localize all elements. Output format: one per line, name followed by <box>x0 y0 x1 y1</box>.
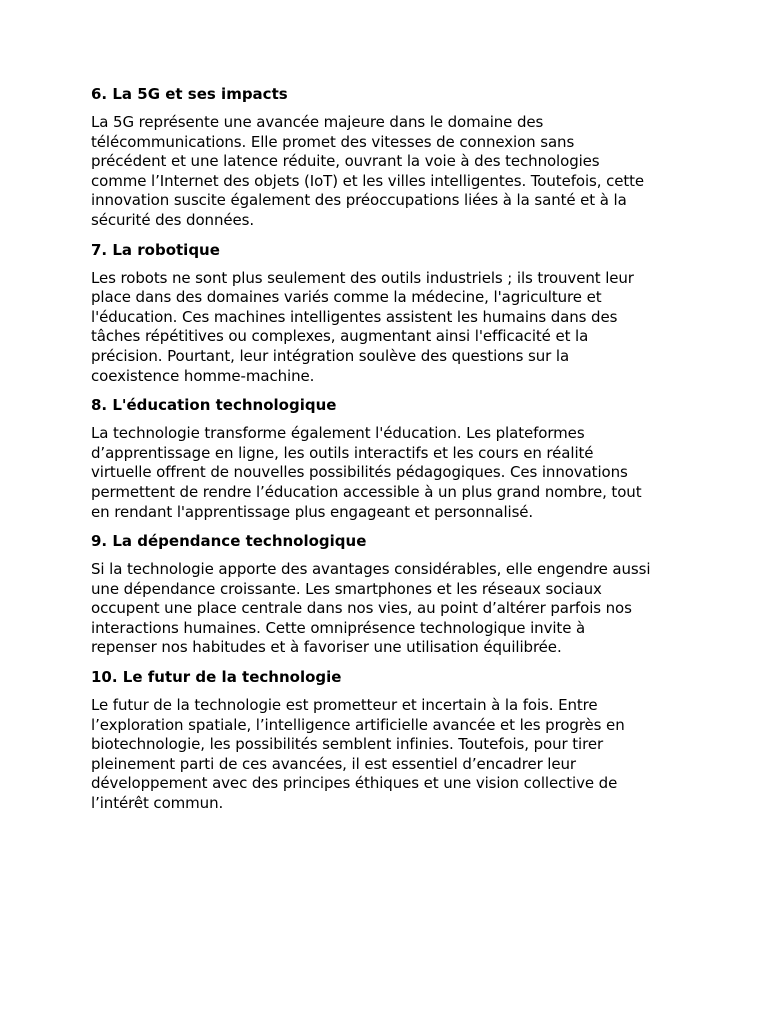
section-paragraph <box>91 113 683 231</box>
text-line: pleinement parti de ces avancées, il est essentiel d’encadrer leur <box>91 754 576 773</box>
text-line: permettent de rendre l’éducation accessible à un plus grand nombre, tout <box>91 482 642 501</box>
text-line: précision. Pourtant, leur intégration soulève des questions sur la <box>91 346 570 365</box>
text-line: La technologie transforme également l'éducation. Les plateformes <box>91 424 585 443</box>
section-paragraph <box>91 696 683 814</box>
section-5g <box>91 84 683 231</box>
section-robotique <box>91 240 683 387</box>
text-line: en rendant l'apprentissage plus engageant et personnalisé. <box>91 502 534 521</box>
text-line: Si la technologie apporte des avantages considérables, elle engendre aussi <box>91 560 651 579</box>
text-line: interactions humaines. Cette omniprésence technologique invite à <box>91 618 586 637</box>
text-line: repenser nos habitudes et à favoriser une utilisation équilibrée. <box>91 638 562 657</box>
text-line: place dans des domaines variés comme la médecine, l'agriculture et <box>91 288 602 307</box>
text-line: télécommunications. Elle promet des vitesses de connexion sans <box>91 132 575 151</box>
text-line: biotechnologie, les possibilités semblent infinies. Toutefois, pour tirer <box>91 735 604 754</box>
text-line: innovation suscite également des préoccupations liées à la santé et à la <box>91 191 627 210</box>
section-heading: 6. La 5G et ses impacts <box>91 85 288 103</box>
text-line: Le futur de la technologie est prometteur et incertain à la fois. Entre <box>91 696 598 715</box>
text-line: développement avec des principes éthiques et une vision collective de <box>91 774 618 793</box>
text-line: précédent et une latence réduite, ouvrant la voie à des technologies <box>91 152 600 171</box>
section-heading: 9. La dépendance technologique <box>91 532 367 551</box>
section-heading: 8. L'éducation technologique <box>91 396 337 415</box>
text-line: l'éducation. Ces machines intelligentes assistent les humains dans des <box>91 307 618 326</box>
document-page <box>91 84 683 823</box>
section-dependance <box>91 531 683 658</box>
section-paragraph <box>91 560 683 658</box>
text-line: l’exploration spatiale, l’intelligence artificielle avancée et les progrès en <box>91 715 625 734</box>
text-line: La 5G représente une avancée majeure dans le domaine des <box>91 113 544 131</box>
text-line: occupent une place centrale dans nos vies, au point d’altérer parfois nos <box>91 599 632 618</box>
section-paragraph <box>91 424 683 522</box>
text-line: coexistence homme-machine. <box>91 366 315 385</box>
section-heading: 10. Le futur de la technologie <box>91 668 342 687</box>
text-line: une dépendance croissante. Les smartphones et les réseaux sociaux <box>91 579 602 598</box>
section-futur <box>91 667 683 814</box>
section-education <box>91 395 683 522</box>
text-line: virtuelle offrent de nouvelles possibilités pédagogiques. Ces innovations <box>91 463 628 482</box>
text-line: d’apprentissage en ligne, les outils interactifs et les cours en réalité <box>91 443 594 462</box>
text-line: Les robots ne sont plus seulement des outils industriels ; ils trouvent leur <box>91 268 634 287</box>
text-line: tâches répétitives ou complexes, augmentant ainsi l'efficacité et la <box>91 327 589 346</box>
section-paragraph <box>91 269 683 387</box>
text-line: comme l’Internet des objets (IoT) et les villes intelligentes. Toutefois, cette <box>91 171 645 190</box>
section-heading: 7. La robotique <box>91 240 220 259</box>
text-line: sécurité des données. <box>91 210 254 229</box>
text-line: l’intérêt commun. <box>91 794 224 813</box>
